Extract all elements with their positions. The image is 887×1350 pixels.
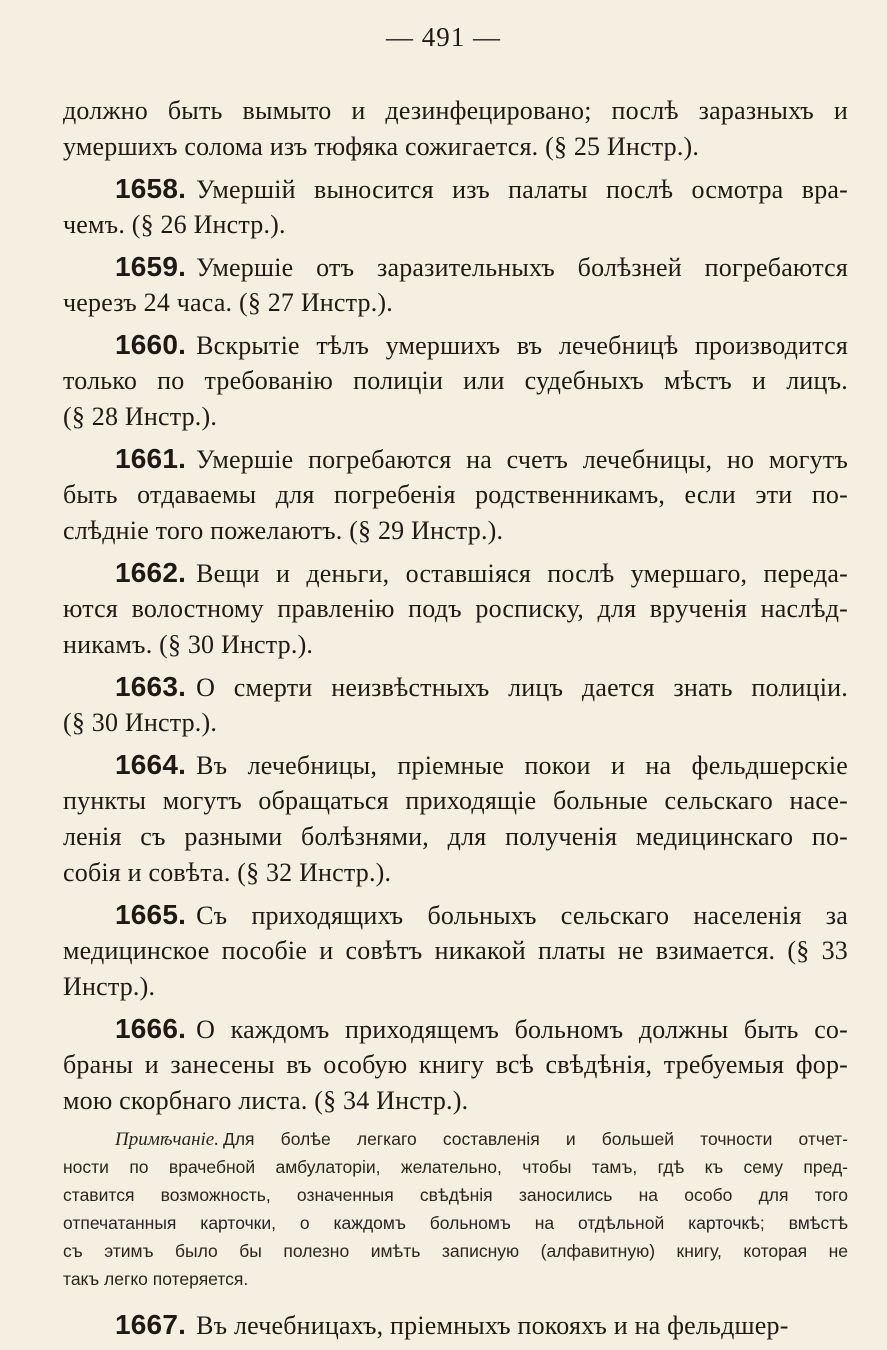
- line-text: ются волостному правленію подъ росписку, для врученія наслѣд-: [63, 594, 848, 623]
- text-line: [63, 555, 848, 591]
- text-line: [63, 1047, 848, 1083]
- text-line: [63, 285, 848, 321]
- article-paragraph: [63, 897, 848, 1005]
- line-text: никамъ. (§ 30 Инстр.).: [63, 630, 314, 659]
- text-line: [63, 249, 848, 285]
- text-line: [63, 327, 848, 363]
- line-text: чемъ. (§ 26 Инстр.).: [63, 210, 286, 239]
- note-line: [63, 1265, 848, 1293]
- line-text: Вскрытіе тѣлъ умершихъ въ лечебницѣ производится: [196, 331, 848, 360]
- text-line: [63, 129, 848, 165]
- line-text: Вещи и деньги, оставшіяся послѣ умершаго, переда-: [196, 559, 848, 588]
- article-paragraph: [63, 669, 848, 741]
- text-line: [63, 669, 848, 705]
- note-line: [63, 1209, 848, 1237]
- line-text: Умершій выносится изъ палаты послѣ осмотра вра-: [196, 175, 848, 204]
- line-text: собія и совѣта. (§ 32 Инстр.).: [63, 858, 392, 887]
- text-line: [63, 441, 848, 477]
- text-line: [63, 171, 848, 207]
- article-paragraph: [63, 441, 848, 549]
- text-line: [63, 591, 848, 627]
- article-number: 1664.: [115, 749, 187, 780]
- line-text: черезъ 24 часа. (§ 27 Инстр.).: [63, 288, 393, 317]
- text-line: [63, 477, 848, 513]
- article-paragraph: [63, 747, 848, 891]
- article-paragraph: [63, 1011, 848, 1119]
- line-text: О каждомъ приходящемъ больномъ должны быть со-: [196, 1015, 848, 1044]
- article-number: 1659.: [115, 251, 187, 282]
- text-line: [63, 93, 848, 129]
- page-body: [63, 93, 848, 1349]
- text-line: [63, 399, 848, 435]
- text-line: [63, 207, 848, 243]
- article-number: 1667.: [115, 1309, 187, 1340]
- article-paragraph: [63, 249, 848, 321]
- line-text: (§ 28 Инстр.).: [63, 402, 218, 431]
- article-number: 1658.: [115, 173, 187, 204]
- line-text: умершихъ солома изъ тюфяка сожигается. (§ 25 Инстр.).: [63, 132, 700, 161]
- line-text: мою скорбнаго листа. (§ 34 Инстр.).: [63, 1086, 469, 1115]
- note-text: такъ легко потеряется.: [63, 1269, 249, 1289]
- line-text: ленія съ разными болѣзнями, для полученія медицинскаго по-: [63, 822, 848, 851]
- text-line: [63, 969, 848, 1005]
- text-line: [63, 1307, 848, 1343]
- note-line: [63, 1125, 848, 1153]
- article-number: 1662.: [115, 557, 187, 588]
- line-text: (§ 30 Инстр.).: [63, 708, 218, 737]
- text-line: [63, 819, 848, 855]
- note-line: [63, 1153, 848, 1181]
- line-text: О смерти неизвѣстныхъ лицъ дается знать полиціи.: [196, 673, 848, 702]
- article-paragraph: [63, 327, 848, 435]
- article-number: 1660.: [115, 329, 187, 360]
- text-line: [63, 627, 848, 663]
- line-text: Въ лечебницахъ, пріемныхъ покояхъ и на фельдшер-: [196, 1311, 789, 1340]
- note-text: Для болѣе легкаго составленія и большей точности отчет-: [222, 1129, 848, 1149]
- text-line: [63, 783, 848, 819]
- article-number: 1661.: [115, 443, 187, 474]
- text-line: [63, 897, 848, 933]
- footnote-remark: [63, 1125, 848, 1293]
- article-number: 1665.: [115, 899, 187, 930]
- line-text: Съ приходящихъ больныхъ сельскаго населенія за: [196, 901, 848, 930]
- line-text: Умершіе погребаются на счетъ лечебницы, но могутъ: [196, 445, 848, 474]
- note-line: [63, 1237, 848, 1265]
- note-text: отпечатанныя карточки, о каждомъ больномъ на отдѣльной карточкѣ; вмѣстѣ: [63, 1213, 848, 1233]
- text-line: [63, 747, 848, 783]
- line-text: пункты могутъ обращаться приходящіе больные сельскаго насе-: [63, 786, 848, 815]
- note-text: ставится возможность, означенныя свѣдѣнія заносились на особо для того: [63, 1185, 848, 1205]
- note-line: [63, 1181, 848, 1209]
- page-number: — 491 —: [386, 22, 501, 52]
- text-line: [63, 513, 848, 549]
- line-text: только по требованію полиціи или судебныхъ мѣстъ и лицъ.: [63, 366, 848, 395]
- text-line: [63, 705, 848, 741]
- line-text: Въ лечебницы, пріемные покои и на фельдшерскіе: [196, 751, 848, 780]
- line-text: Умершіе отъ заразительныхъ болѣзней погребаются: [196, 253, 848, 282]
- text-line: [63, 1083, 848, 1119]
- text-line: [63, 933, 848, 969]
- line-text: Инстр.).: [63, 972, 156, 1001]
- line-text: должно быть вымыто и дезинфецировано; послѣ заразныхъ и: [63, 96, 848, 125]
- article-paragraph: [63, 93, 848, 165]
- article-paragraph: [63, 1307, 848, 1343]
- line-text: быть отдаваемы для погребенія родственникамъ, если эти по-: [63, 480, 848, 509]
- text-line: [63, 855, 848, 891]
- note-text: съ этимъ было бы полезно имѣть записную (алфавитную) книгу, которая не: [63, 1241, 848, 1261]
- line-text: браны и занесены въ особую книгу всѣ свѣдѣнія, требуемыя фор-: [63, 1050, 848, 1079]
- note-text: ности по врачебной амбулаторіи, желательно, чтобы тамъ, гдѣ къ сему пред-: [63, 1157, 848, 1177]
- article-paragraph: [63, 555, 848, 663]
- text-line: [63, 1011, 848, 1047]
- note-label: Примѣчаніе.: [115, 1129, 219, 1150]
- line-text: медицинское пособіе и совѣтъ никакой платы не взимается. (§ 33: [63, 936, 848, 965]
- line-text: слѣдніе того пожелаютъ. (§ 29 Инстр.).: [63, 516, 504, 545]
- text-line: [63, 363, 848, 399]
- article-number: 1666.: [115, 1013, 187, 1044]
- article-paragraph: [63, 171, 848, 243]
- article-number: 1663.: [115, 671, 187, 702]
